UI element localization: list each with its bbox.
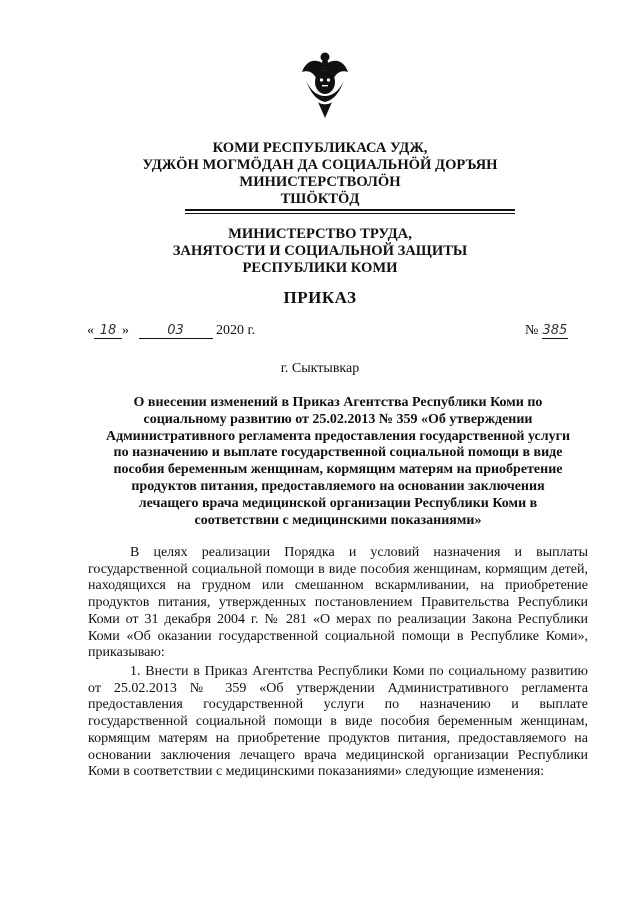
title-line: социальному развитию от 25.02.2013 № 359 «Об утверждении xyxy=(143,411,533,427)
komi-line: ТШӦКТӦД xyxy=(280,191,360,207)
komi-line: УДЖӦН МОГМӦДАН ДА СОЦИАЛЬНӦЙ ДОРЪЯН xyxy=(142,157,498,173)
russian-ministry-name xyxy=(30,226,610,277)
number-value: 385 xyxy=(542,323,568,338)
komi-line: КОМИ РЕСПУБЛИКАСА УДЖ, xyxy=(212,140,428,156)
ministry-line: ЗАНЯТОСТИ И СОЦИАЛЬНОЙ ЗАЩИТЫ xyxy=(172,243,468,259)
komi-republic-emblem-icon xyxy=(300,50,350,120)
title-line: пособия беременным женщинам, кормящим матерям на приобретение xyxy=(113,462,563,478)
body-paragraph-preamble: В целях реализации Порядка и условий назначения и выплаты государственной социальной помощи в виде пособия женщинам, кормящим детей, находящихся на грудном или смешанном вскармливании, на приобретение продуктов питания, утвержденных постановлением Правительства Республики Коми от 31 декабря 2004 г. № 281 «О мерах по реализации Закона Республики Коми «Об оказании государственной социальной помощи в Республике Коми», приказываю: xyxy=(88,545,588,661)
title-line: продуктов питания, предоставляемого на основании заключения xyxy=(131,478,545,494)
title-line: О внесении изменений в Приказ Агентства Республики Коми по xyxy=(133,395,543,410)
date-year: 2020 г. xyxy=(216,323,256,338)
document-title xyxy=(88,395,588,529)
title-line: соответствии с медицинскими показаниями» xyxy=(194,512,482,528)
body-paragraph-item-1: 1. Внести в Приказ Агентства Республики Коми по социальному развитию от 25.02.2013 № 359 «Об утверждении Административного регламента предоставления государственной услуги по назначению и выплате государственной социальной помощи в виде пособия беременным женщинам, кормящим матерям на приобретение продуктов питания, предоставляемого на основании заключения лечащего врача медицинской организации Республики Коми в соответствии с медицинскими показаниями» следующие изменения: xyxy=(88,664,588,780)
order-date xyxy=(87,323,255,339)
order-heading: ПРИКАЗ xyxy=(283,288,357,307)
ministry-line: РЕСПУБЛИКИ КОМИ xyxy=(242,260,398,276)
header-divider-thin xyxy=(185,213,515,214)
date-close-quote: » xyxy=(122,323,129,338)
header-divider-thick xyxy=(185,209,515,211)
title-line: по назначению и выплате государственной социальной помощи в виде xyxy=(113,445,563,461)
date-open-quote: « xyxy=(87,323,94,338)
komi-line: МИНИСТЕРСТВОЛӦН xyxy=(239,174,401,190)
komi-ministry-name xyxy=(30,140,610,208)
date-day: 18 xyxy=(94,323,122,339)
city-name: г. Сыктывкар xyxy=(280,361,360,376)
date-month: 03 xyxy=(139,323,213,339)
title-line: лечащего врача медицинской организации Республики Коми в xyxy=(138,495,538,511)
order-number xyxy=(525,323,568,339)
ministry-line: МИНИСТЕРСТВО ТРУДА, xyxy=(228,226,412,242)
title-line: Административного регламента предоставления государственной услуги xyxy=(105,428,571,444)
number-label: № xyxy=(525,323,539,338)
